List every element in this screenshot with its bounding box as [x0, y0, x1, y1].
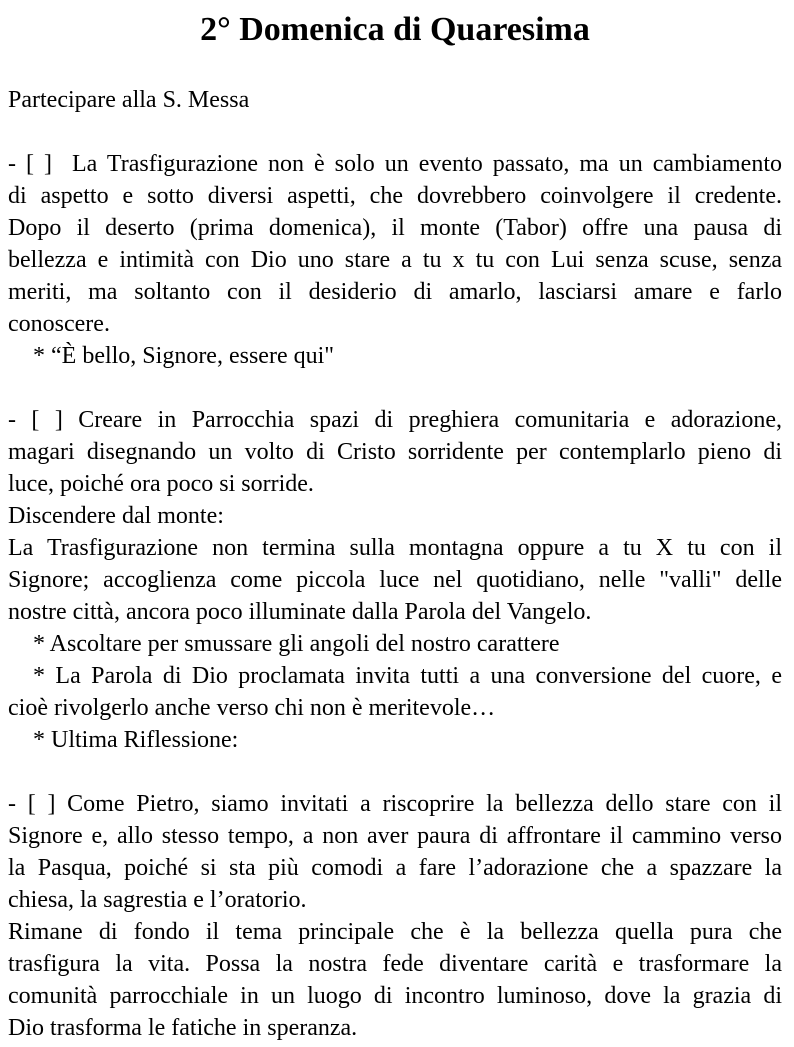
text-line: chiesa, la sagrestia e l’oratorio.: [8, 887, 307, 913]
text-line: Discendere dal monte:: [8, 503, 224, 529]
document-body: [8, 52, 782, 1044]
text-line: Signore e, allo stesso tempo, a non aver paura di affrontare il cammino verso: [8, 823, 782, 849]
document-title: 2° Domenica di Quaresima: [200, 11, 590, 48]
text-line: cioè rivolgerlo anche verso chi non è meritevole…: [8, 695, 496, 721]
text-line: - [ ] Creare in Parrocchia spazi di preghiera comunitaria e adorazione,: [8, 407, 782, 433]
text-line: * Ascoltare per smussare gli angoli del nostro carattere: [33, 631, 560, 657]
text-line: comunità parrocchiale in un luogo di incontro luminoso, dove la grazia di: [8, 983, 782, 1009]
text-line: Dio trasforma le fatiche in speranza.: [8, 1015, 358, 1041]
text-line: nostre città, ancora poco illuminate dalla Parola del Vangelo.: [8, 599, 592, 625]
text-line: bellezza e intimità con Dio uno stare a tu x tu con Lui senza scuse, senza: [8, 247, 782, 273]
text-line: Dopo il deserto (prima domenica), il monte (Tabor) offre una pausa di: [8, 215, 782, 241]
text-line: * Ultima Riflessione:: [33, 727, 239, 753]
text-line: - [ ] La Trasfigurazione non è solo un evento passato, ma un cambiamento: [8, 151, 782, 177]
text-line: trasfigura la vita. Possa la nostra fede diventare carità e trasformare la: [8, 951, 782, 977]
text-line: Rimane di fondo il tema principale che è la bellezza quella pura che: [8, 919, 782, 945]
text-line: Signore; accoglienza come piccola luce nel quotidiano, nelle "valli" delle: [8, 567, 782, 593]
text-line: La Trasfigurazione non termina sulla montagna oppure a tu X tu con il: [8, 535, 782, 561]
text-line: magari disegnando un volto di Cristo sorridente per contemplarlo pieno di: [8, 439, 782, 465]
blank-line: [8, 116, 782, 148]
text-line: di aspetto e sotto diversi aspetti, che dovrebbero coinvolgere il credente.: [8, 183, 782, 209]
text-line: Partecipare alla S. Messa: [8, 87, 250, 113]
blank-line: [8, 756, 782, 788]
blank-line: [8, 372, 782, 404]
text-line: la Pasqua, poiché si sta più comodi a fare l’adorazione che a spazzare la: [8, 855, 782, 881]
text-line: meriti, ma soltanto con il desiderio di amarlo, lasciarsi amare e farlo: [8, 279, 782, 305]
text-line: * La Parola di Dio proclamata invita tutti a una conversione del cuore, e: [33, 663, 782, 689]
text-line: luce, poiché ora poco si sorride.: [8, 471, 314, 497]
text-line: conoscere.: [8, 311, 110, 337]
text-line: - [ ] Come Pietro, siamo invitati a riscoprire la bellezza dello stare con il: [8, 791, 782, 817]
text-line: * “È bello, Signore, essere qui": [33, 343, 335, 369]
blank-line: [8, 52, 782, 84]
